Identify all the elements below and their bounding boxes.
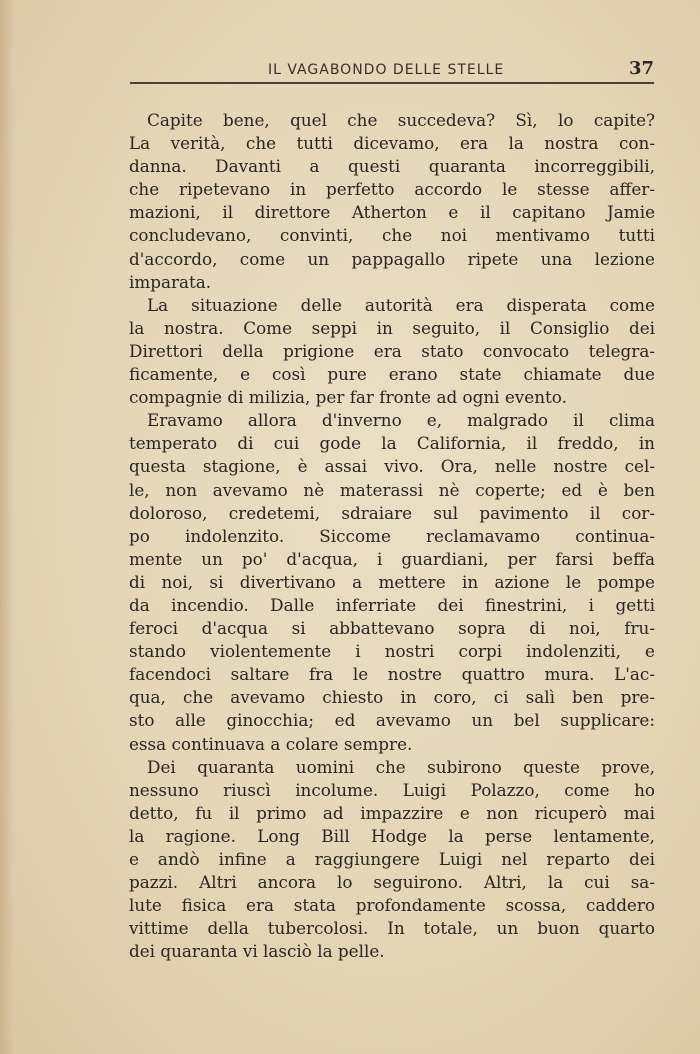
text-line: La situazione delle autorità era disperata come	[147, 294, 655, 315]
text-line: mazioni, il direttore Atherton e il capitano Jamie	[129, 202, 655, 223]
text-line: facendoci saltare fra le nostre quattro mura. L'ac-	[129, 664, 655, 685]
text-line: nessuno riuscì incolume. Luigi Polazzo, come ho	[129, 779, 655, 800]
text-line: lute fisica era stata profondamente scossa, caddero	[129, 895, 655, 916]
text-line: danna. Davanti a questi quaranta incorreggibili,	[129, 156, 655, 177]
text-line: e andò infine a raggiungere Luigi nel reparto dei	[129, 849, 655, 869]
text-line: la ragione. Long Bill Hodge la perse lentamente,	[129, 825, 655, 846]
text-line: la nostra. Come seppi in seguito, il Consiglio dei	[129, 317, 655, 338]
page-edge-shadow	[0, 0, 14, 1054]
text-line: le, non avevamo nè materassi nè coperte; ed è ben	[129, 479, 655, 500]
page-number: 37	[628, 58, 654, 79]
text-line: doloroso, credetemi, sdraiare sul pavimento il cor-	[129, 502, 655, 523]
text-line: vittime della tubercolosi. In totale, un buon quarto	[129, 918, 655, 939]
text-line: detto, fu il primo ad impazzire e non ricuperò mai	[129, 802, 655, 823]
text-line: che ripetevano in perfetto accordo le stesse affer-	[129, 179, 655, 200]
text-line: temperato di cui gode la California, il freddo, in	[129, 433, 655, 454]
text-line: feroci d'acqua si abbattevano sopra di noi, fru-	[129, 618, 655, 639]
text-line: d'accordo, come un pappagallo ripete una lezione	[129, 248, 655, 269]
text-line: Capite bene, quel che succedeva? Sì, lo capite?	[147, 110, 655, 130]
text-line: pazzi. Altri ancora lo seguirono. Altri, la cui sa-	[129, 872, 655, 893]
text-line: compagnie di milizia, per far fronte ad ogni evento.	[129, 387, 567, 408]
text-line: dei quaranta vi lasciò la pelle.	[129, 941, 385, 962]
text-line: po indolenzito. Siccome reclamavamo continua-	[129, 525, 655, 546]
paragraph	[129, 409, 655, 755]
running-header	[130, 58, 654, 84]
text-line: concludevano, convinti, che noi mentivamo tutti	[129, 225, 655, 246]
running-title: IL VAGABONDO DELLE STELLE	[268, 62, 505, 78]
paragraph	[129, 109, 655, 294]
text-line: Direttori della prigione era stato convocato telegra-	[129, 340, 655, 361]
text-line: stando violentemente i nostri corpi indolenziti, e	[129, 641, 655, 662]
paragraph	[129, 756, 655, 964]
text-line: qua, che avevamo chiesto in coro, ci salì ben pre-	[129, 687, 655, 708]
text-line: ficamente, e così pure erano state chiamate due	[129, 364, 655, 385]
body-text	[129, 109, 655, 963]
text-line: Dei quaranta uomini che subirono queste prove,	[147, 756, 655, 777]
text-line: questa stagione, è assai vivo. Ora, nelle nostre cel-	[129, 456, 655, 477]
text-line: La verità, che tutti dicevamo, era la nostra con-	[129, 133, 655, 154]
text-line: Eravamo allora d'inverno e, malgrado il clima	[147, 410, 655, 431]
text-line: essa continuava a colare sempre.	[129, 733, 413, 754]
text-line: sto alle ginocchia; ed avevamo un bel supplicare:	[129, 710, 655, 731]
text-line: mente un po' d'acqua, i guardiani, per farsi beffa	[129, 548, 655, 569]
text-line: da incendio. Dalle inferriate dei finestrini, i getti	[129, 594, 655, 615]
text-line: imparata.	[129, 271, 212, 292]
paragraph	[129, 294, 655, 409]
text-line: di noi, si divertivano a mettere in azione le pompe	[129, 571, 655, 592]
